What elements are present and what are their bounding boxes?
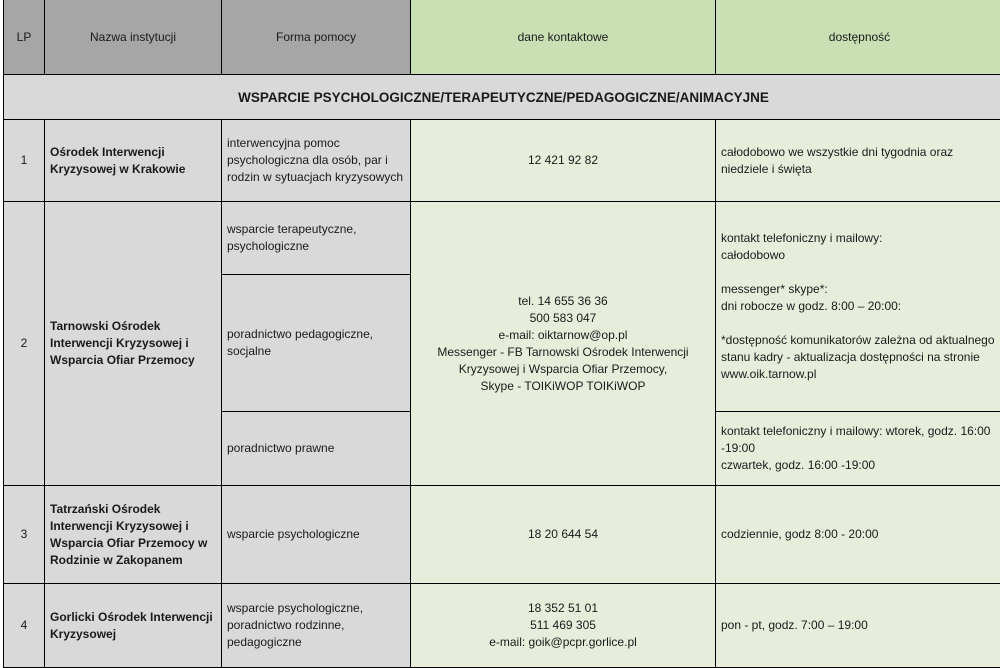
row-lp: 2 [4,202,45,486]
row-help-form: wsparcie terapeutyczne, psychologiczne [222,202,411,275]
row-help-form: wsparcie psychologiczne [222,486,411,584]
header-availability: dostępność [716,0,1000,75]
row-contact: 12 421 92 82 [411,120,716,202]
row-help-form: poradnictwo pedagogiczne, socjalne [222,275,411,412]
header-lp: LP [4,0,45,75]
row-institution-name: Ośrodek Interwencji Kryzysowej w Krakowie [45,120,222,202]
section-row [4,75,1000,120]
row-availability-legal: kontakt telefoniczny i mailowy: wtorek, godz. 16:00 -19:00 czwartek, godz. 16:00 -19:00 [716,412,1000,486]
row-lp: 3 [4,486,45,584]
row-contact: tel. 14 655 36 36 500 583 047 e-mail: oiktarnow@op.pl Messenger - FB Tarnowski Ośrodek Interwencji Kryzysowej i Wsparcia Ofiar Przemocy, Skype - TOIKiWOP TOIKiWOP [411,202,716,486]
row-availability: całodobowo we wszystkie dni tygodnia oraz niedziele i święta [716,120,1000,202]
header-contact: dane kontaktowe [411,0,716,75]
row-institution-name: Tarnowski Ośrodek Interwencji Kryzysowej i Wsparcia Ofiar Przemocy [45,202,222,486]
header-row [4,0,1000,75]
row-lp: 4 [4,584,45,668]
header-name: Nazwa instytucji [45,0,222,75]
row-help-form: interwencyjna pomoc psychologiczna dla osób, par i rodzin w sytuacjach kryzysowych [222,120,411,202]
row-contact: 18 352 51 01 511 469 305 e-mail: goik@pcpr.gorlice.pl [411,584,716,668]
header-form: Forma pomocy [222,0,411,75]
table-row [4,584,1000,668]
row-help-form: wsparcie psychologiczne, poradnictwo rodzinne, pedagogiczne [222,584,411,668]
table-row [4,486,1000,584]
row-availability: kontakt telefoniczny i mailowy: całodobowo messenger* skype*: dni robocze w godz. 8:00 – 20:00: *dostępność komunikatorów zależna od aktualnego stanu kadry - aktualizacja dostępności na stronie www.oik.tarnow.pl [716,202,1000,412]
row-lp: 1 [4,120,45,202]
institutions-table [3,0,1000,668]
row-availability: pon - pt, godz. 7:00 – 19:00 [716,584,1000,668]
row-help-form: poradnictwo prawne [222,412,411,486]
row-institution-name: Gorlicki Ośrodek Interwencji Kryzysowej [45,584,222,668]
table-row [4,120,1000,202]
section-title: WSPARCIE PSYCHOLOGICZNE/TERAPEUTYCZNE/PEDAGOGICZNE/ANIMACYJNE [4,75,1000,120]
row-contact: 18 20 644 54 [411,486,716,584]
row-institution-name: Tatrzański Ośrodek Interwencji Kryzysowej i Wsparcia Ofiar Przemocy w Rodzinie w Zakopanem [45,486,222,584]
row-availability: codziennie, godz 8:00 - 20:00 [716,486,1000,584]
table-row [4,202,1000,275]
